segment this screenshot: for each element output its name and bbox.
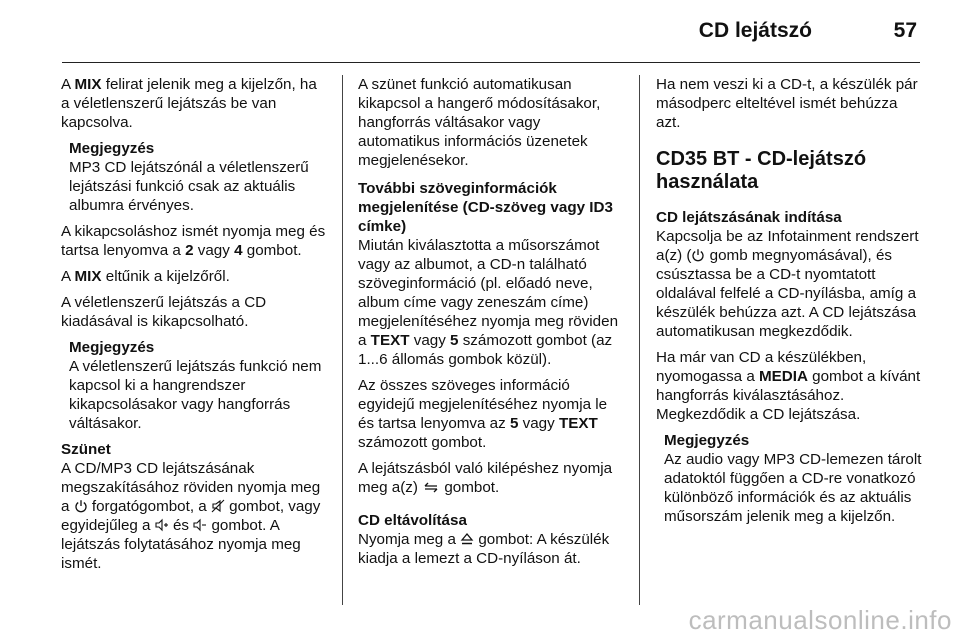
mute-icon [211,499,225,513]
page-number: 57 [893,19,917,42]
column-3 [656,75,926,533]
power-icon [691,248,705,262]
section-heading-cd35: CD35 BT - CD-lejátszó használata [656,148,867,193]
paragraph: A szünet funkció automatikusan kikapcsol a hangerő módosításakor, hangforrás váltásakor vagy automatikus információs üzenetek megjelenésekor. [358,76,601,169]
column-1 [61,75,329,580]
note-text: A véletlenszerű lejátszás funkció nem kapcsol ki a hangrendszer kikapcsolásakor vagy hangforrás váltásakor. [69,358,322,432]
paragraph: Nyomja meg a gombot: A készülék kiadja a lemezt a CD-nyíláson át. [358,531,610,567]
note-text: MP3 CD lejátszónál a véletlenszerű lejátszási funkció csak az aktuális albumra érvényes. [69,159,309,214]
paragraph: A véletlenszerű lejátszás a CD kiadásával is kikapcsolható. [61,294,267,330]
paragraph: A kikapcsoláshoz ismét nyomja meg és tartsa lenyomva a 2 vagy 4 gombot. [61,223,326,259]
eject-icon [460,532,474,546]
note-block [664,431,926,526]
section-heading-pause: Szünet [61,441,111,458]
paragraph: Az összes szöveges információ egyidejű megjelenítéséhez nyomja le és tartsa lenyomva az 5 vagy TEXT számozott gombot. [358,377,608,451]
note-title: Megjegyzés [69,140,155,157]
volume-minus-icon [193,518,207,532]
power-icon [74,499,88,513]
mix-label: MIX [74,76,102,93]
column-divider [639,75,640,605]
page-header [62,0,920,63]
note-text: Az audio vagy MP3 CD-lemezen tárolt adatoktól függően a CD-re vonatkozó különböző információk és az aktuális műsorszám jelenik meg a kijelzőn. [664,451,922,525]
paragraph: Ha nem veszi ki a CD-t, a készülék pár másodperc elteltével ismét behúzza azt. [656,76,918,131]
column-2 [358,75,626,575]
section-heading-eject: CD eltávolítása [358,512,467,529]
note-title: Megjegyzés [69,339,155,356]
paragraph: Ha már van CD a készülékben, nyomogassa a MEDIA gombot a kívánt hangforrás kiválasztásához. Megkezdődik a CD lejátszása. [656,349,921,423]
section-heading-text-info: További szöveginformációk megjelenítése (CD-szöveg vagy ID3 címke) [358,180,613,235]
paragraph: A CD/MP3 CD lejátszásának megszakításához röviden nyomja meg a forgatógombot, a gombot, vagy egyidejűleg a és gombot. A lejátszás folytatásához nyomja meg ismét. [61,460,321,572]
page-title: CD lejátszó [698,19,812,42]
subsection-heading-start: CD lejátszásának indítása [656,209,842,226]
paragraph: Miután kiválasztotta a műsorszámot vagy az albumot, a CD-n található szöveginformáció (pl. előadó neve, album címe vagy zeneszám címe) megjelenítéséhez nyomja meg röviden a TEXT vagy 5 számozott gombot (az 1...6 állomás gombok közül). [358,237,619,368]
column-divider [342,75,343,605]
watermark: carmanualsonline.info [688,605,952,635]
paragraph: A MIX eltűnik a kijelzőről. [61,268,230,285]
paragraph: A lejátszásból való kilépéshez nyomja meg a(z) gombot. [358,460,613,496]
paragraph: A MIX felirat jelenik meg a kijelzőn, ha a véletlenszerű lejátszás be van kapcsolva. [61,76,317,131]
volume-plus-icon [155,518,169,532]
note-block [69,139,329,215]
note-title: Megjegyzés [664,432,750,449]
paragraph: Kapcsolja be az Infotainment rendszert a(z) ( gomb megnyomásával), és csúsztassa be a CD-t nyomtatott oldalával felfelé a CD-nyílásba, amíg a készülék behúzza azt. A CD lejátszása automatikusan megkezdődik. [656,228,919,340]
note-block [69,338,329,433]
back-icon [422,480,440,494]
